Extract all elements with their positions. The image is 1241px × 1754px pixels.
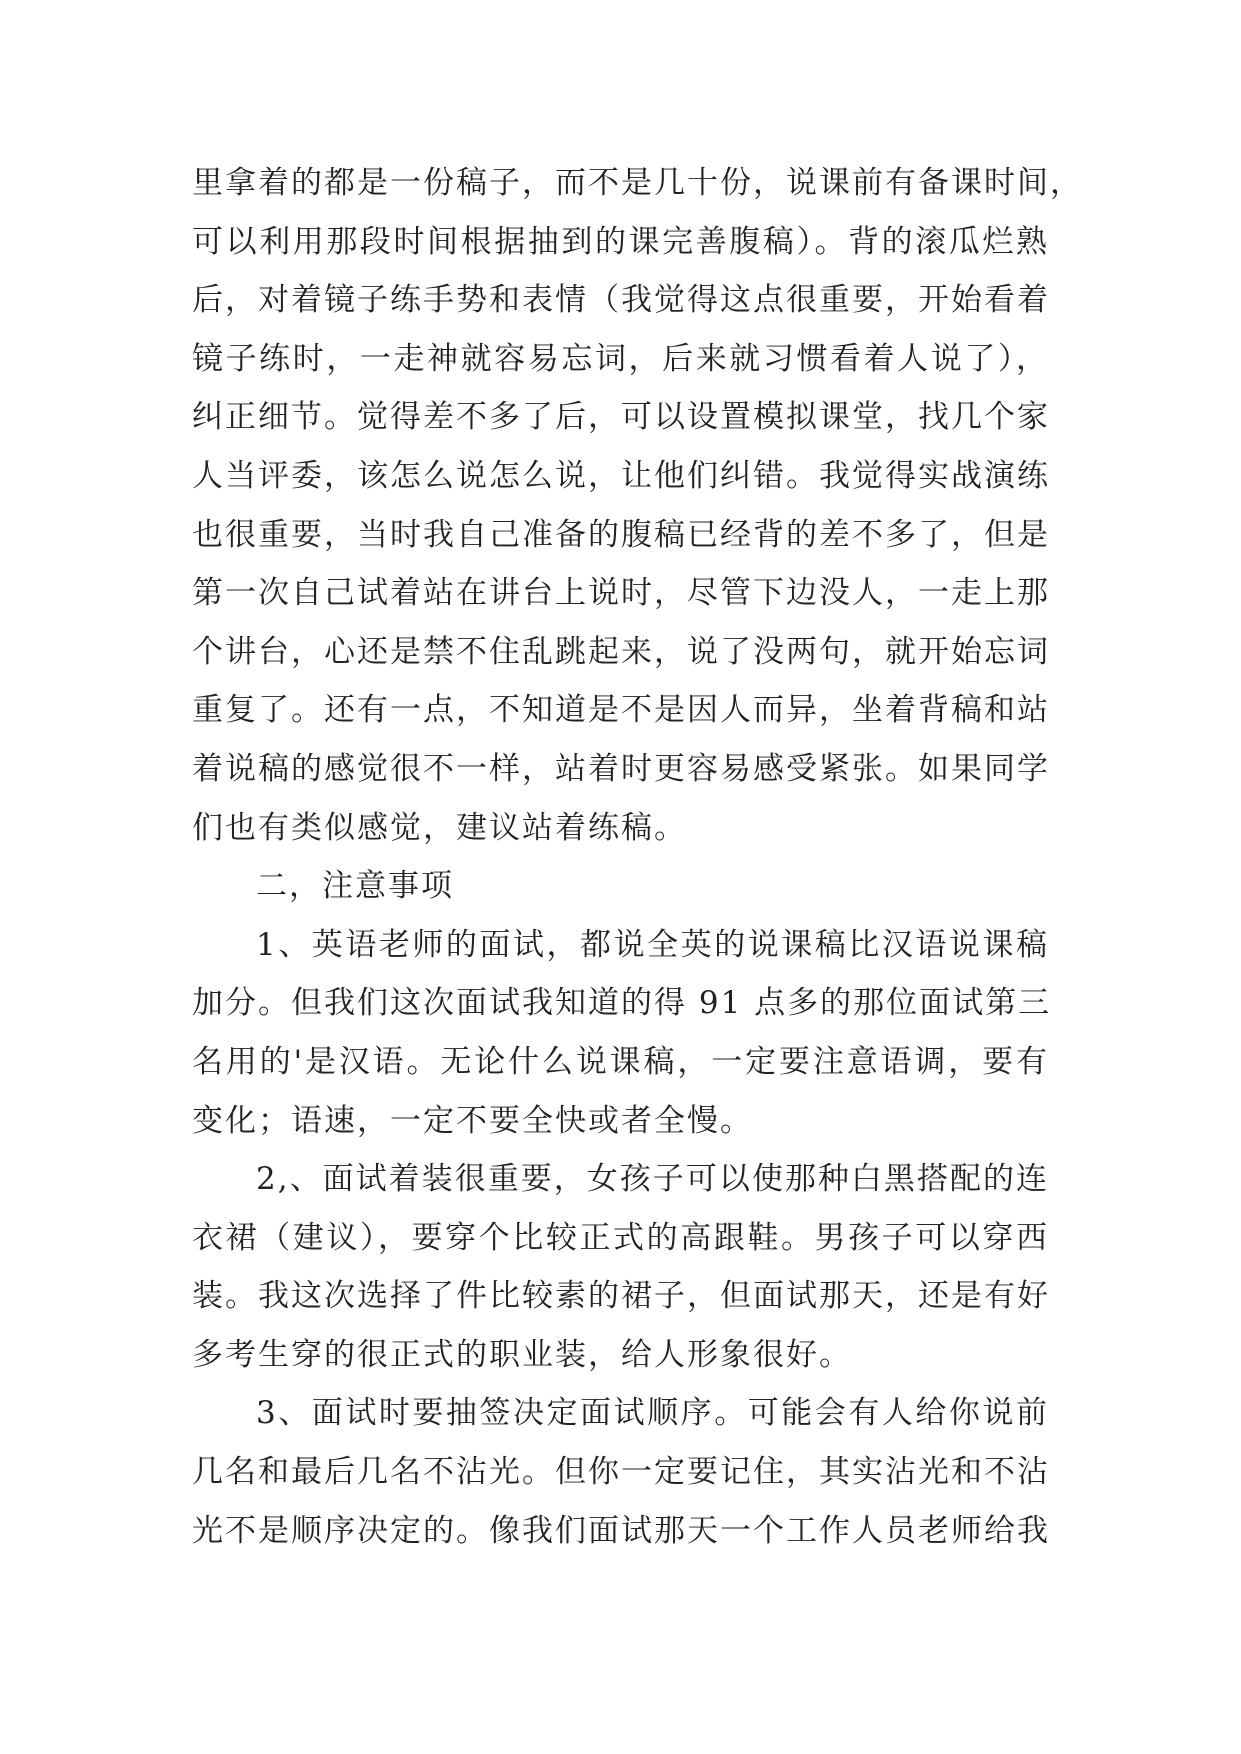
text-line: 3、面试时要抽签决定面试顺序。可能会有人给你说前 [256, 1395, 1049, 1432]
text-line: 镜子练时，一走神就容易忘词，后来就习惯看着人说了）， [192, 340, 1049, 377]
text-line: 加分。但我们这次面试我知道的得 91 点多的那位面试第三 [192, 985, 1052, 1022]
text-line: 纠正细节。觉得差不多了后，可以设置模拟课堂，找几个家 [192, 399, 1050, 436]
text-line: 重复了。还有一点，不知道是不是因人而异，坐着背稿和站 [192, 692, 1050, 729]
text-line: 们也有类似感觉，建议站着练稿。 [192, 809, 687, 846]
text-line: 里拿着的都是一份稿子，而不是几十份，说课前有备课时间， [192, 165, 1083, 201]
text-line: 也很重要，当时我自己准备的腹稿已经背的差不多了，但是 [192, 516, 1050, 553]
text-line: 个讲台，心还是禁不住乱跳起来，说了没两句，就开始忘词 [192, 633, 1050, 670]
text-line: 衣裙（建议），要穿个比较正式的高跟鞋。男孩子可以穿西 [192, 1219, 1049, 1256]
section-heading: 二，注意事项 [256, 868, 454, 905]
text-line: 几名和最后几名不沾光。但你一定要记住，其实沾光和不沾 [192, 1454, 1050, 1491]
text-line: 后，对着镜子练手势和表情（我觉得这点很重要，开始看着 [192, 282, 1050, 319]
text-line: 着说稿的感觉很不一样，站着时更容易感受紧张。如果同学 [192, 750, 1050, 787]
document-body [192, 154, 1083, 1560]
text-line: 2,、面试着装很重要，女孩子可以使那种白黑搭配的连 [256, 1161, 1049, 1198]
text-line: 1、英语老师的面试，都说全英的说课稿比汉语说课稿 [256, 926, 1049, 963]
text-line: 人当评委，该怎么说怎么说，让他们纠错。我觉得实战演练 [192, 457, 1050, 494]
text-line: 可以利用那段时间根据抽到的课完善腹稿）。背的滚瓜烂熟 [192, 223, 1049, 260]
text-line: 多考生穿的很正式的职业装，给人形象很好。 [192, 1336, 852, 1373]
text-line: 装。我这次选择了件比较素的裙子，但面试那天，还是有好 [192, 1278, 1050, 1315]
text-line: 光不是顺序决定的。像我们面试那天一个工作人员老师给我 [192, 1512, 1050, 1549]
text-line: 名用的'是汉语。无论什么说课稿，一定要注意语调，要有 [192, 1043, 1049, 1080]
text-line: 变化；语速，一定不要全快或者全慢。 [192, 1102, 753, 1139]
text-line: 第一次自己试着站在讲台上说时，尽管下边没人，一走上那 [192, 575, 1050, 612]
